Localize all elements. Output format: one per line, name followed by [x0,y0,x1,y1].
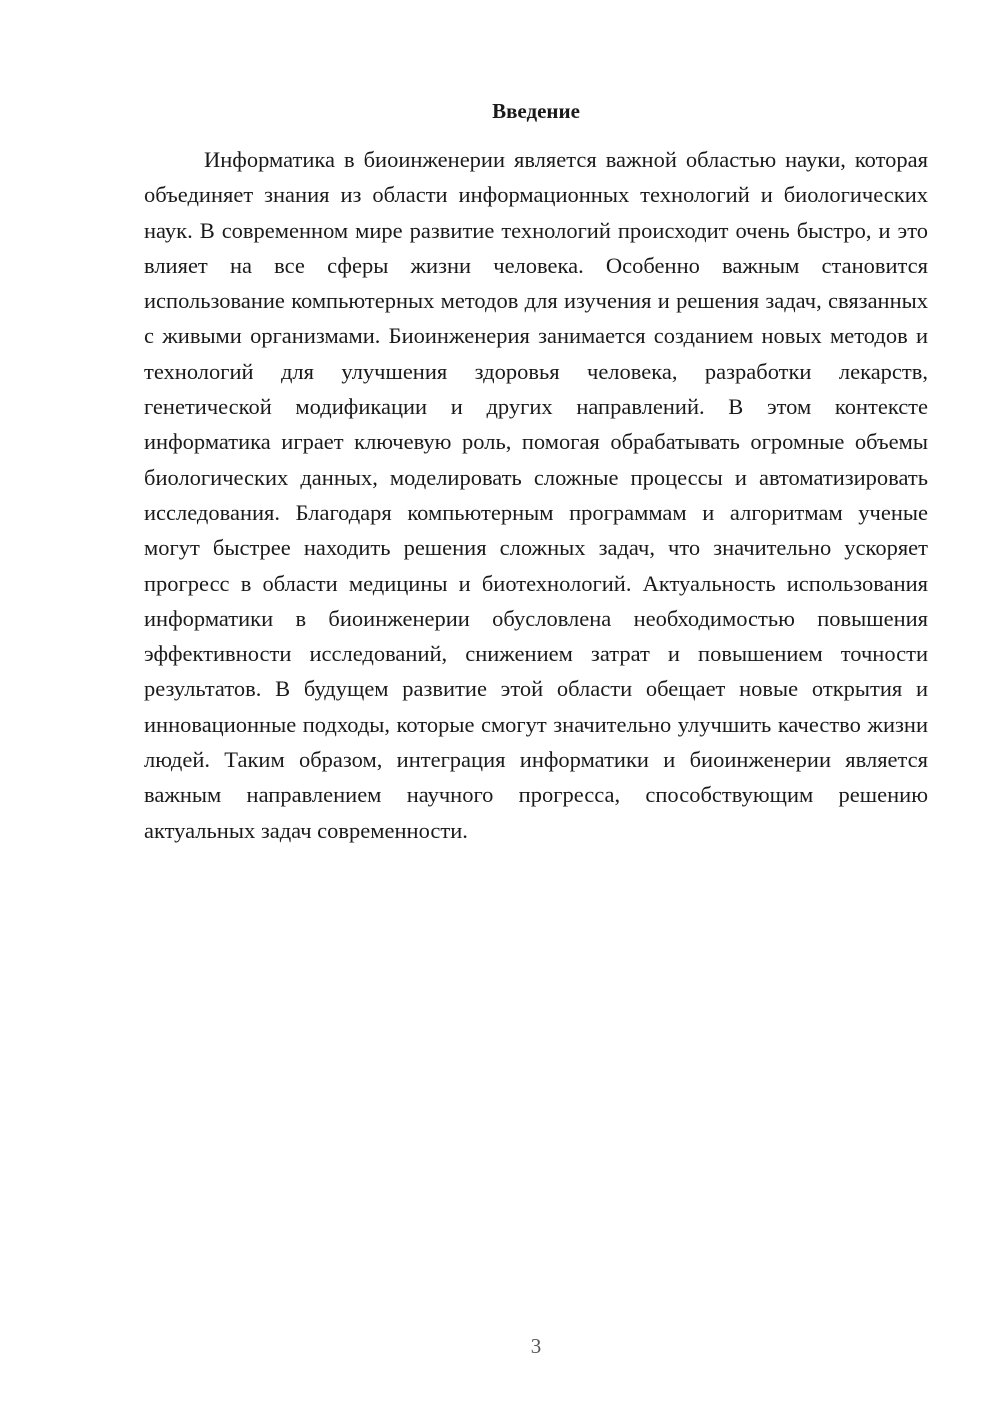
page-number: 3 [530,1334,542,1358]
body-paragraph: Информатика в биоинженерии является важной областью науки, которая объединяет знания из области информационных технологий и биологических наук. В современном мире развитие технологий происходит очень быстро, и это влияет на все сферы жизни человека. Особенно важным становится использование компьютерных методов для изучения и решения задач, связанных с живыми организмами. Биоинженерия занимается созданием новых методов и технологий для улучшения здоровья человека, разработки лекарств, генетической модификации и других направлений. В этом контексте информатика играет ключевую роль, помогая обрабатывать огромные объемы биологических данных, моделировать сложные процессы и автоматизировать исследования. Благодаря компьютерным программам и алгоритмам ученые могут быстрее находить решения сложных задач, что значительно ускоряет прогресс в области медицины и биотехнологий. Актуальность использования информатики в биоинженерии обусловлена необходимостью повышения эффективности исследований, снижением затрат и повышением точности результатов. В будущем развитие этой области обещает новые открытия и инновационные подходы, которые смогут значительно улучшить качество жизни людей. Таким образом, интеграция информатики и биоинженерии является важным направлением научного прогресса, способствующим решению актуальных задач современности. [144,147,928,843]
section-title: Введение [492,99,580,123]
